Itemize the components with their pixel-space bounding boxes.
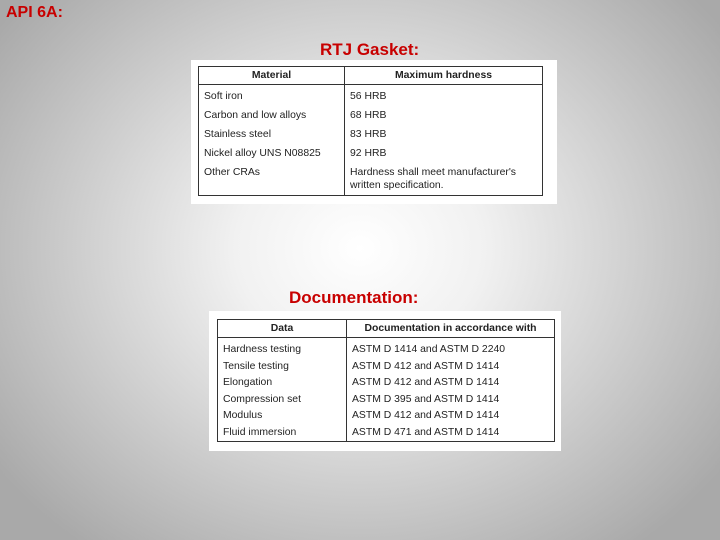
table-header-row [218,320,555,338]
page-title: API 6A: [6,4,63,21]
table-row [199,144,543,163]
rtj-gasket-heading: RTJ Gasket: [320,40,420,59]
table-row [199,85,543,107]
column-header-documentation: Documentation in accordance with [347,320,555,338]
data-cell: Tensile testing [218,359,347,376]
table-row [218,359,555,376]
material-cell: Stainless steel [199,125,345,144]
standard-cell: ASTM D 395 and ASTM D 1414 [347,392,555,409]
table-row [218,408,555,425]
data-cell: Modulus [218,408,347,425]
data-cell: Fluid immersion [218,425,347,442]
standard-cell: ASTM D 412 and ASTM D 1414 [347,408,555,425]
rtj-table-image [191,60,557,204]
column-header-maximum-hardness: Maximum hardness [345,67,543,85]
documentation-heading: Documentation: [289,288,419,307]
data-cell: Hardness testing [218,338,347,359]
material-cell: Other CRAs [199,163,345,196]
data-cell: Elongation [218,375,347,392]
material-cell: Soft iron [199,85,345,107]
column-header-material: Material [199,67,345,85]
data-cell: Compression set [218,392,347,409]
standard-cell: ASTM D 412 and ASTM D 1414 [347,375,555,392]
material-cell: Nickel alloy UNS N08825 [199,144,345,163]
documentation-table-image [209,311,561,451]
standard-cell: ASTM D 412 and ASTM D 1414 [347,359,555,376]
hardness-cell: 56 HRB [345,85,543,107]
table-row [218,375,555,392]
table-row [199,163,543,196]
table-row [218,338,555,359]
table-header-row [199,67,543,85]
standard-cell: ASTM D 1414 and ASTM D 2240 [347,338,555,359]
hardness-cell: 92 HRB [345,144,543,163]
rtj-hardness-table [198,66,543,196]
material-cell: Carbon and low alloys [199,106,345,125]
table-row [199,106,543,125]
standard-cell: ASTM D 471 and ASTM D 1414 [347,425,555,442]
table-row [218,425,555,442]
table-row [199,125,543,144]
documentation-table [217,319,555,442]
hardness-cell: 83 HRB [345,125,543,144]
column-header-data: Data [218,320,347,338]
hardness-cell: Hardness shall meet manufacturer's written specification. [345,163,543,196]
hardness-cell: 68 HRB [345,106,543,125]
table-row [218,392,555,409]
